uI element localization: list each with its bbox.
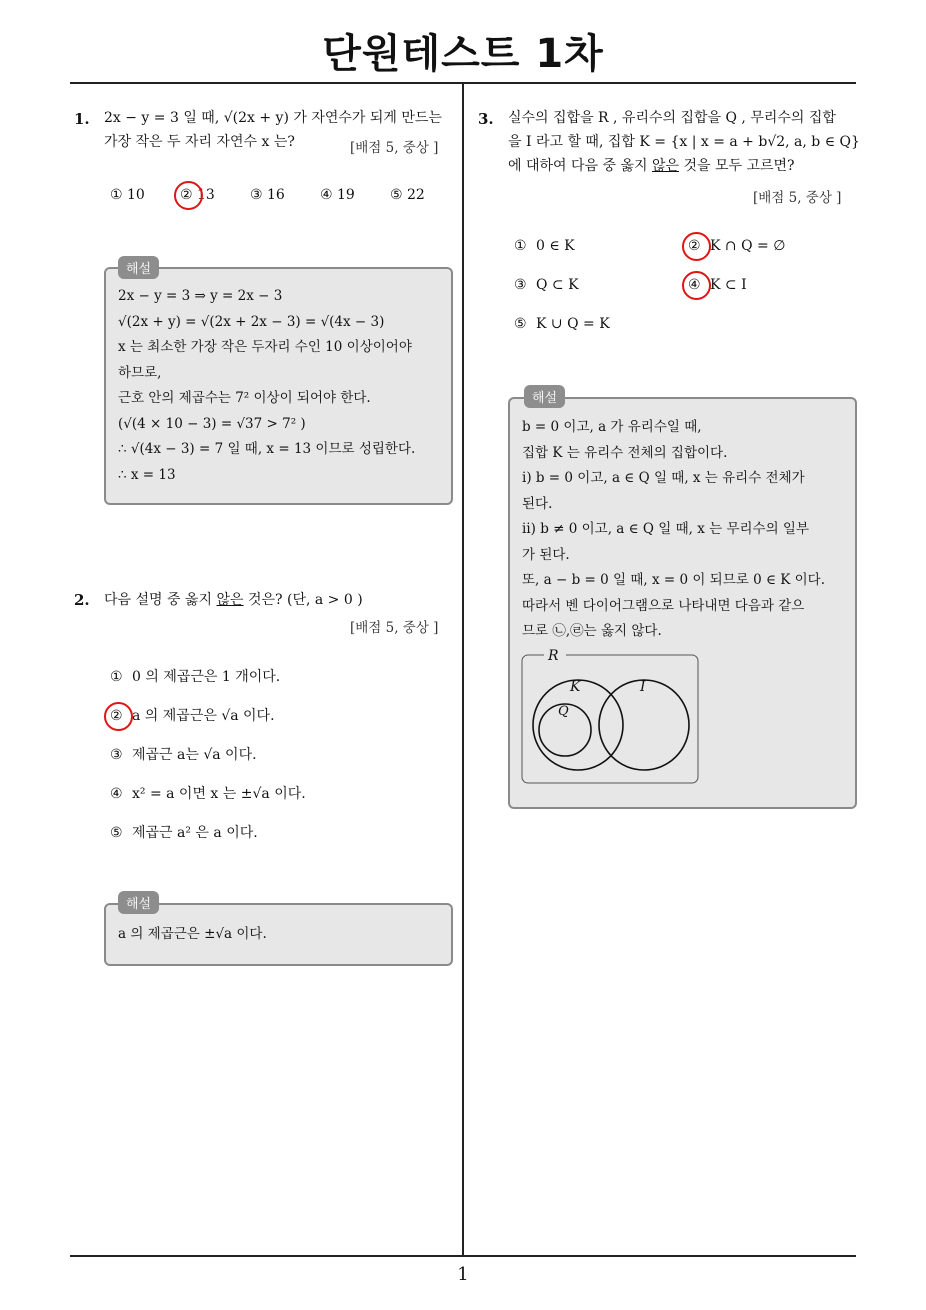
choice-text: 제곱근 a² 은 a 이다.: [132, 825, 258, 841]
choice-text: 0 의 제곱근은 1 개이다.: [132, 669, 281, 685]
explain-line: (√(4 × 10 − 3) = √37 > 7² ): [118, 415, 306, 432]
q1-meta: [배점 5, 중상 ]: [350, 140, 439, 156]
explain-line: x 는 최소한 가장 작은 두자리 수인 10 이상이어야: [118, 339, 412, 355]
q2-explanation-label: 해설: [118, 891, 159, 914]
explain-line: 집합 K 는 유리수 전체의 집합이다.: [522, 444, 728, 461]
q3-number: 3.: [478, 110, 494, 128]
answer-circle-mark: ②: [110, 708, 132, 724]
q1-choice-5[interactable]: ⑤ 22: [390, 187, 425, 203]
q2-stem-a: 다음 설명 중 옳지: [104, 592, 217, 608]
q3-explanation-label: 해설: [524, 385, 565, 408]
q2-choice-4[interactable]: [110, 783, 306, 803]
q3-choice-3[interactable]: [514, 277, 579, 293]
q2-choice-1[interactable]: [110, 666, 280, 686]
q1-explanation-box: [104, 267, 453, 505]
q2-meta: [배점 5, 중상 ]: [350, 620, 439, 636]
q3-choice-4[interactable]: [688, 277, 747, 293]
answer-circle-mark: ② 13: [180, 187, 215, 203]
q3-explanation-text: [522, 415, 852, 645]
choice-mark: ④: [110, 786, 123, 802]
explain-line: b = 0 이고, a 가 유리수일 때,: [522, 419, 702, 435]
answer-circle-mark: ④: [688, 277, 710, 293]
q3-stem-a: 에 대하여 다음 중 옳지: [508, 158, 652, 174]
explain-line: ∴ x = 13: [118, 466, 176, 483]
q3-stem-underlined: 않은: [651, 158, 680, 174]
explain-line: 가 된다.: [522, 546, 570, 563]
venn-label-k: K: [570, 679, 581, 695]
explain-line: 따라서 벤 다이어그램으로 나타내면 다음과 같으: [522, 597, 805, 614]
choice-text: K ∪ Q = K: [536, 316, 610, 332]
choice-mark: ①: [514, 238, 527, 254]
venn-diagram: [520, 645, 702, 787]
venn-label-i: I: [640, 679, 646, 695]
q3-stem-line2: 을 I 라고 할 때, 집합 K = {x | x = a + b√2, a, b ∈ Q}: [508, 134, 860, 150]
venn-label-q: Q: [558, 704, 569, 719]
q2-explanation-text: [118, 922, 448, 948]
q2-choice-3[interactable]: [110, 744, 257, 764]
page-number: 1: [457, 1264, 469, 1285]
explain-line: 하므로,: [118, 364, 162, 381]
choice-mark: ③: [514, 277, 527, 293]
q3-stem: [508, 106, 860, 178]
q2-stem-b: 것은? (단, a > 0 ): [243, 592, 363, 608]
choice-text: K ∩ Q = ∅: [710, 238, 786, 254]
q1-stem-line2: 가장 작은 두 자리 자연수 x 는?: [104, 134, 295, 150]
choice-mark: ③: [110, 747, 123, 763]
choice-mark: ⑤: [110, 825, 123, 841]
q2-choice-2[interactable]: [110, 705, 275, 725]
explain-line: 2x − y = 3 ⇒ y = 2x − 3: [118, 288, 283, 304]
choice-text: a 의 제곱근은 √a 이다.: [132, 708, 275, 724]
choice-mark: ①: [110, 669, 123, 685]
q2-stem-underlined: 않은: [216, 592, 244, 608]
q3-stem-line1: 실수의 집합을 R , 유리수의 집합을 Q , 무리수의 집합: [508, 110, 836, 126]
choice-text: 0 ∈ K: [536, 238, 575, 254]
choice-text: 제곱근 a는 √a 이다.: [132, 747, 257, 763]
explain-line: √(2x + y) = √(2x + 2x − 3) = √(4x − 3): [118, 313, 385, 330]
choice-mark: ⑤: [514, 316, 527, 332]
q3-stem-line3: [508, 154, 860, 178]
q1-choice-2[interactable]: [180, 187, 215, 203]
footer-rule: [70, 1255, 856, 1257]
q1-choice-4[interactable]: ④ 19: [320, 187, 355, 203]
choice-text: K ⊂ I: [710, 277, 747, 293]
explain-line: ⅰ) b = 0 이고, a ∈ Q 일 때, x 는 유리수 전체가: [522, 470, 805, 486]
explain-line: ⅱ) b ≠ 0 이고, a ∈ Q 일 때, x 는 무리수의 일부: [522, 521, 809, 537]
column-divider: [462, 84, 464, 1256]
explain-line: 므로 ㉡,㉣는 옳지 않다.: [522, 623, 662, 639]
q1-number: 1.: [74, 110, 90, 128]
q3-choice-2[interactable]: [688, 238, 785, 254]
q1-choice-3[interactable]: ③ 16: [250, 187, 285, 203]
explain-line: a 의 제곱근은 ±√a 이다.: [118, 926, 267, 942]
q3-meta: [배점 5, 중상 ]: [753, 190, 842, 206]
venn-universe-box: [522, 655, 698, 783]
explain-line: 또, a − b = 0 일 때, x = 0 이 되므로 0 ∈ K 이다.: [522, 572, 825, 588]
choice-text: Q ⊂ K: [536, 277, 579, 293]
explain-line: 된다.: [522, 495, 553, 512]
q1-choice-1[interactable]: ① 10: [110, 187, 145, 203]
explain-line: ∴ √(4x − 3) = 7 일 때, x = 13 이므로 성립한다.: [118, 441, 416, 457]
q3-choice-1[interactable]: [514, 238, 575, 254]
q1-stem-line1: 2x − y = 3 일 때, √(2x + y) 가 자연수가 되게 만드는: [104, 110, 442, 126]
q3-stem-b: 것을 모두 고르면?: [679, 158, 795, 174]
q3-choice-5[interactable]: [514, 316, 610, 332]
q2-choice-5[interactable]: [110, 822, 258, 842]
choice-text: x² = a 이면 x 는 ±√a 이다.: [132, 786, 306, 802]
q3-explanation-box: [508, 397, 857, 809]
page-title: 단원테스트 1차: [322, 31, 604, 77]
q2-number: 2.: [74, 591, 90, 609]
answer-circle-mark: ②: [688, 238, 710, 254]
q2-stem: [104, 588, 456, 612]
q1-explanation-label: 해설: [118, 256, 159, 279]
explain-line: 근호 안의 제곱수는 7² 이상이 되어야 한다.: [118, 390, 371, 406]
q1-explanation-text: [118, 284, 448, 488]
venn-label-r: R: [548, 648, 559, 664]
